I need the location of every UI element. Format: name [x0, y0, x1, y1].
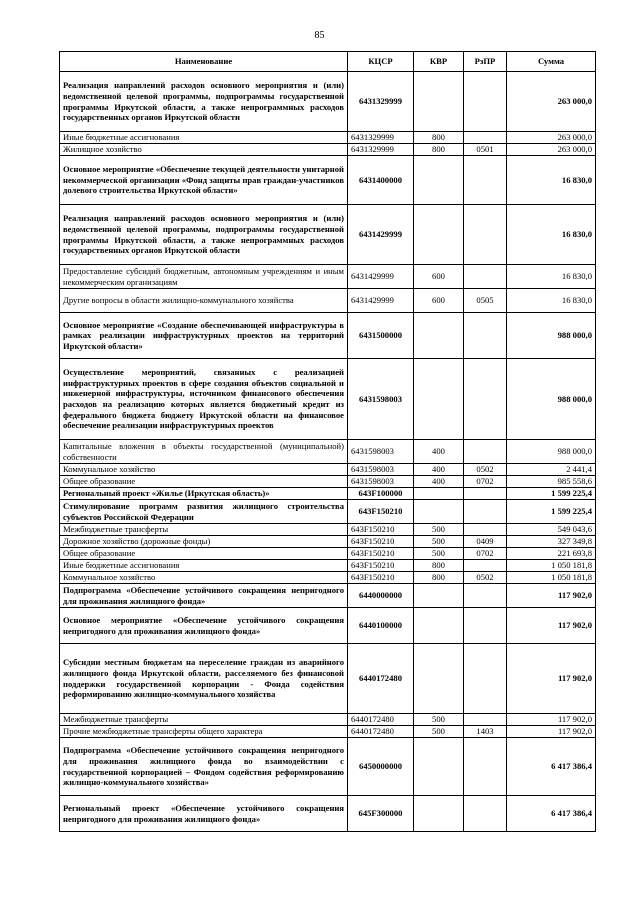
row-rzpr-cell [464, 265, 507, 289]
row-sum-cell: 16 830,0 [507, 156, 596, 205]
row-kvr-cell [414, 738, 464, 796]
row-name-cell: Основное мероприятие «Создание обеспечивающей инфраструктуры в рамках реализации инфраструктурных проектов на территорий Иркутской области» [60, 313, 348, 359]
row-kvr-cell: 500 [414, 714, 464, 726]
table-row [60, 144, 596, 156]
row-kvr-cell: 500 [414, 548, 464, 560]
table-row [60, 524, 596, 536]
row-rzpr-cell [464, 524, 507, 536]
row-kcsr-cell: 643F100000 [348, 488, 414, 500]
row-kcsr-cell: 6431429999 [348, 289, 414, 313]
row-kcsr-cell: 643F150210 [348, 572, 414, 584]
row-name-cell: Прочие межбюджетные трансферты общего характера [60, 726, 348, 738]
row-kvr-cell: 500 [414, 536, 464, 548]
table-row [60, 156, 596, 205]
table-row [60, 726, 596, 738]
row-sum-cell: 985 558,6 [507, 476, 596, 488]
row-sum-cell: 1 599 225,4 [507, 488, 596, 500]
row-name-cell: Основное мероприятие «Обеспечение устойчивого сокращения непригодного для проживания жилищного фонда» [60, 608, 348, 644]
row-sum-cell: 988 000,0 [507, 359, 596, 440]
table-row [60, 72, 596, 132]
row-sum-cell: 1 599 225,4 [507, 500, 596, 524]
row-kcsr-cell: 6440172480 [348, 726, 414, 738]
row-rzpr-cell [464, 738, 507, 796]
row-kcsr-cell: 6431598003 [348, 476, 414, 488]
row-rzpr-cell: 0505 [464, 289, 507, 313]
row-name-cell: Реализация направлений расходов основного мероприятия и (или) ведомственной целевой программы, подпрограммы государственной программы Иркутской области, а также непрограммных расходов государственных органов Иркутской области [60, 72, 348, 132]
row-rzpr-cell: 1403 [464, 726, 507, 738]
row-kcsr-cell: 6431500000 [348, 313, 414, 359]
row-kvr-cell: 800 [414, 560, 464, 572]
row-sum-cell: 16 830,0 [507, 289, 596, 313]
row-kvr-cell [414, 156, 464, 205]
row-kvr-cell: 500 [414, 524, 464, 536]
row-rzpr-cell [464, 560, 507, 572]
table-row [60, 500, 596, 524]
table-row [60, 536, 596, 548]
row-rzpr-cell: 0502 [464, 464, 507, 476]
row-name-cell: Общее образование [60, 476, 348, 488]
row-sum-cell: 1 050 181,8 [507, 572, 596, 584]
table-row [60, 440, 596, 464]
row-sum-cell: 117 902,0 [507, 608, 596, 644]
row-sum-cell: 988 000,0 [507, 440, 596, 464]
header-kvr: КВР [414, 52, 464, 72]
budget-table [59, 51, 596, 832]
row-name-cell: Подпрограмма «Обеспечение устойчивого сокращения непригодного для проживания жилищного фонда» [60, 584, 348, 608]
row-rzpr-cell [464, 488, 507, 500]
table-row [60, 560, 596, 572]
row-kcsr-cell: 6431429999 [348, 265, 414, 289]
row-kcsr-cell: 643F150210 [348, 560, 414, 572]
row-kvr-cell: 800 [414, 132, 464, 144]
row-kvr-cell [414, 500, 464, 524]
table-row [60, 265, 596, 289]
row-kvr-cell [414, 359, 464, 440]
table-row [60, 205, 596, 265]
row-name-cell: Осуществление мероприятий, связанных с реализацией инфраструктурных проектов в сфере создания объектов социальной и инженерной инфраструктуры, источником финансового обеспечения расходов на реализацию которых является бюджетный кредит из федерального бюджета бюджету Иркутской области на финансовое обеспечение реализации инфраструктурных проектов [60, 359, 348, 440]
row-kcsr-cell: 643F150210 [348, 500, 414, 524]
row-name-cell: Региональный проект «Жилье (Иркутская область)» [60, 488, 348, 500]
table-row [60, 608, 596, 644]
row-kcsr-cell: 645F300000 [348, 796, 414, 832]
row-kcsr-cell: 6431329999 [348, 144, 414, 156]
table-row [60, 132, 596, 144]
table-row [60, 359, 596, 440]
row-sum-cell: 263 000,0 [507, 132, 596, 144]
row-name-cell: Основное мероприятие «Обеспечение текущей деятельности унитарной некоммерческой организации «Фонд защиты прав граждан-участников долевого строительства Иркутской области» [60, 156, 348, 205]
table-row [60, 289, 596, 313]
row-rzpr-cell [464, 359, 507, 440]
row-rzpr-cell: 0702 [464, 476, 507, 488]
row-kcsr-cell: 6431598003 [348, 359, 414, 440]
table-row [60, 476, 596, 488]
row-kcsr-cell: 6440172480 [348, 644, 414, 714]
row-sum-cell: 549 043,6 [507, 524, 596, 536]
row-name-cell: Другие вопросы в области жилищно-коммунального хозяйства [60, 289, 348, 313]
row-name-cell: Жилищное хозяйство [60, 144, 348, 156]
table-row [60, 313, 596, 359]
row-kcsr-cell: 6431429999 [348, 205, 414, 265]
row-kcsr-cell: 643F150210 [348, 548, 414, 560]
table-row [60, 584, 596, 608]
row-name-cell: Иные бюджетные ассигнования [60, 560, 348, 572]
row-rzpr-cell [464, 132, 507, 144]
table-row [60, 738, 596, 796]
table-row [60, 488, 596, 500]
row-kvr-cell: 800 [414, 144, 464, 156]
table-row [60, 572, 596, 584]
row-rzpr-cell: 0501 [464, 144, 507, 156]
row-kcsr-cell: 6431329999 [348, 72, 414, 132]
row-sum-cell: 221 693,8 [507, 548, 596, 560]
row-name-cell: Коммунальное хозяйство [60, 464, 348, 476]
header-rzpr: РзПР [464, 52, 507, 72]
row-name-cell: Стимулирование программ развития жилищного строительства субъектов Российской Федерации [60, 500, 348, 524]
row-rzpr-cell [464, 440, 507, 464]
row-rzpr-cell [464, 714, 507, 726]
table-row [60, 548, 596, 560]
row-rzpr-cell: 0702 [464, 548, 507, 560]
header-sum: Сумма [507, 52, 596, 72]
row-name-cell: Подпрограмма «Обеспечение устойчивого сокращения непригодного для проживания жилищного фонда во взаимодействии с государственной корпорацией – Фондом содействия реформированию жилищно-коммунального хозяйства» [60, 738, 348, 796]
row-kcsr-cell: 6440172480 [348, 714, 414, 726]
row-sum-cell: 16 830,0 [507, 205, 596, 265]
row-kcsr-cell: 6431329999 [348, 132, 414, 144]
row-name-cell: Субсидии местным бюджетам на переселение граждан из аварийного жилищного фонда Иркутской области, расселяемого без финансовой поддержки государственной корпорации - Фонда содействия реформированию жилищно-коммунального хозяйства [60, 644, 348, 714]
row-kvr-cell: 400 [414, 476, 464, 488]
row-sum-cell: 1 050 181,8 [507, 560, 596, 572]
row-kcsr-cell: 6450000000 [348, 738, 414, 796]
row-kcsr-cell: 643F150210 [348, 524, 414, 536]
table-row [60, 714, 596, 726]
row-sum-cell: 327 349,8 [507, 536, 596, 548]
row-rzpr-cell: 0502 [464, 572, 507, 584]
row-kvr-cell [414, 488, 464, 500]
row-kvr-cell [414, 205, 464, 265]
row-kvr-cell: 400 [414, 440, 464, 464]
row-rzpr-cell [464, 72, 507, 132]
row-kvr-cell [414, 796, 464, 832]
row-kvr-cell [414, 584, 464, 608]
table-row [60, 644, 596, 714]
row-sum-cell: 117 902,0 [507, 726, 596, 738]
row-rzpr-cell [464, 584, 507, 608]
row-sum-cell: 117 902,0 [507, 584, 596, 608]
row-sum-cell: 117 902,0 [507, 714, 596, 726]
row-kvr-cell: 600 [414, 289, 464, 313]
row-kvr-cell [414, 644, 464, 714]
table-row [60, 796, 596, 832]
row-sum-cell: 988 000,0 [507, 313, 596, 359]
row-kcsr-cell: 6440100000 [348, 608, 414, 644]
row-name-cell: Межбюджетные трансферты [60, 524, 348, 536]
row-sum-cell: 263 000,0 [507, 144, 596, 156]
table-header-row [60, 52, 596, 72]
row-kcsr-cell: 6431400000 [348, 156, 414, 205]
header-kcsr: КЦСР [348, 52, 414, 72]
row-kvr-cell [414, 72, 464, 132]
row-name-cell: Межбюджетные трансферты [60, 714, 348, 726]
row-name-cell: Коммунальное хозяйство [60, 572, 348, 584]
row-sum-cell: 6 417 386,4 [507, 738, 596, 796]
row-rzpr-cell [464, 644, 507, 714]
row-rzpr-cell: 0409 [464, 536, 507, 548]
row-name-cell: Предоставление субсидий бюджетным, автономным учреждениям и иным некоммерческим организациям [60, 265, 348, 289]
row-kcsr-cell: 6431598003 [348, 440, 414, 464]
row-kcsr-cell: 6440000000 [348, 584, 414, 608]
row-sum-cell: 117 902,0 [507, 644, 596, 714]
row-name-cell: Иные бюджетные ассигнования [60, 132, 348, 144]
row-rzpr-cell [464, 500, 507, 524]
row-rzpr-cell [464, 608, 507, 644]
header-name: Наименование [60, 52, 348, 72]
row-sum-cell: 2 441,4 [507, 464, 596, 476]
row-name-cell: Реализация направлений расходов основного мероприятия и (или) ведомственной целевой программы, подпрограммы государственной программы Иркутской области, а также непрограммных расходов государственных органов Иркутской области [60, 205, 348, 265]
row-rzpr-cell [464, 156, 507, 205]
table-body [60, 72, 596, 832]
row-name-cell: Дорожное хозяйство (дорожные фонды) [60, 536, 348, 548]
row-sum-cell: 6 417 386,4 [507, 796, 596, 832]
row-rzpr-cell [464, 205, 507, 265]
row-rzpr-cell [464, 313, 507, 359]
row-name-cell: Региональный проект «Обеспечение устойчивого сокращения непригодного для проживания жилищного фонда» [60, 796, 348, 832]
row-kcsr-cell: 6431598003 [348, 464, 414, 476]
row-rzpr-cell [464, 796, 507, 832]
row-kvr-cell: 400 [414, 464, 464, 476]
row-kvr-cell [414, 608, 464, 644]
row-kvr-cell: 800 [414, 572, 464, 584]
row-sum-cell: 16 830,0 [507, 265, 596, 289]
row-kvr-cell: 500 [414, 726, 464, 738]
table-row [60, 464, 596, 476]
row-kvr-cell: 600 [414, 265, 464, 289]
page-number: 85 [314, 30, 325, 41]
row-kvr-cell [414, 313, 464, 359]
row-kcsr-cell: 643F150210 [348, 536, 414, 548]
row-name-cell: Капитальные вложения в объекты государственной (муниципальной) собственности [60, 440, 348, 464]
row-name-cell: Общее образование [60, 548, 348, 560]
row-sum-cell: 263 000,0 [507, 72, 596, 132]
